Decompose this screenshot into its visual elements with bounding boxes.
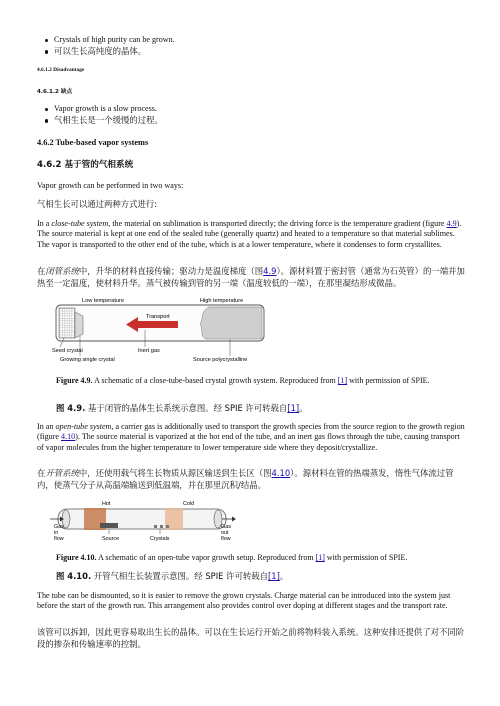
figure-caption-4-9-zh: 图 4.9. 基于闭管的晶体生长系统示意图。经 SPIE 许可转载自[1]。: [56, 403, 308, 413]
list-item: Vapor growth is a slow process.: [37, 104, 467, 114]
list-item: 可以生长高纯度的晶体。: [37, 46, 467, 58]
reference-link[interactable]: [1]: [337, 376, 348, 385]
figure-open-tube: [50, 496, 250, 548]
label-cold: Cold: [183, 501, 195, 507]
reference-link[interactable]: [1]: [287, 403, 300, 413]
figure-caption-4-9: Figure 4.9. A schematic of a close-tube-based crystal growth system. Reproduced from [1] with permission of SPIE.: [56, 376, 430, 385]
term-close-tube: close-tube system: [51, 219, 109, 228]
figure-caption-4-10-zh: 图 4.10. 开管气相生长装置示意图。经 SPIE 许可转载自[1]。: [56, 571, 289, 581]
label-transport: Transport: [146, 314, 170, 320]
label-inert-gas: Inert gas: [138, 348, 160, 354]
figure-link-4-10[interactable]: 4.10: [271, 468, 291, 478]
transport-arrow-shaft: [138, 321, 178, 328]
label-source: Source: [102, 536, 120, 542]
open-tube-paragraph: In an open-tube system, a carrier gas is additionally used to transport the growth species from the source region to the growth region (figure 4.10). The source material is vaporized at the hot end of the tube, and an inert gas flows through the tube, causing transport of vapor molecules from the higher temperature to lower temperature side where they deposit/crystallize.: [37, 422, 465, 452]
closed-tube-paragraph-zh: 在闭管系统中，升华的材料直接传输；驱动力是温度梯度（图4.9）。源材料置于密封管（通常为石英管）的一端并加热至一定温度，使材料升华。蒸气被传输到管的另一端（温度较低的一端），在那里凝结形成微晶。: [37, 266, 465, 288]
advantage-list: [37, 35, 467, 58]
dismount-paragraph-zh: 该管可以拆卸，因此更容易取出生长的晶体。可以在生长运行开始之前将物料装入系统。这种安排还提供了对不同阶段的掺杂和传输速率的控制。: [37, 627, 465, 649]
section-heading: 4.6.2 Tube-based vapor systems: [37, 138, 149, 147]
figure-close-tube: [50, 294, 275, 366]
intro-text-zh: 气相生长可以通过两种方式进行:: [37, 199, 158, 209]
source-polycrystalline-shape: [200, 307, 262, 339]
source-boat: [100, 523, 118, 528]
label-gas-in: Gas in flow: [54, 524, 64, 542]
figure-link-4-9[interactable]: 4.9: [446, 219, 457, 228]
term-open-tube-zh: 开管系统: [45, 468, 79, 478]
reference-link[interactable]: [1]: [268, 571, 280, 581]
term-open-tube: open-tube system: [55, 422, 112, 431]
label-low-temperature: Low temperature: [82, 298, 124, 304]
figure-caption-4-10: Figure 4.10. A schematic of an open-tube vapor growth setup. Reproduced from [1] with permission of SPIE.: [56, 553, 408, 562]
intro-text: Vapor growth can be performed in two ways:: [37, 181, 184, 190]
label-seed-crystal: Seed crystal: [52, 348, 83, 354]
list-item: 气相生长是一个缓慢的过程。: [37, 115, 467, 127]
label-growing-crystal: Growing single crystal: [60, 357, 115, 363]
label-gas-out: Gas out flow: [221, 524, 231, 542]
open-tube: [58, 509, 226, 529]
growing-crystal-shape: [75, 312, 83, 338]
subsection-heading-zh: 4.6.1.2 缺点: [37, 89, 73, 95]
dismount-paragraph: The tube can be dismounted, so it is easier to remove the grown crystals. Charge material can be introduced into the system just before the start of the growth run. This arrangement also provides control over doping at different stages and the transport rate.: [37, 591, 451, 611]
reference-link[interactable]: [1]: [315, 553, 325, 562]
open-tube-paragraph-zh: 在开管系统中，还使用载气将生长物质从源区输送到生长区（图4.10）。源材料在管的热端蒸发，惰性气体流过管内，使蒸气分子从高温端输送到低温端，并在那里沉积/结晶。: [37, 468, 454, 490]
seed-crystal-block: [59, 308, 75, 338]
label-crystals: Crystals: [150, 536, 170, 542]
label-hot: Hot: [102, 501, 111, 507]
label-high-temperature: High temperature: [200, 298, 244, 304]
label-source-polycrystalline: Source polycrystalline: [193, 357, 248, 363]
list-item: Crystals of high purity can be grown.: [37, 35, 467, 45]
figure-link-4-10[interactable]: 4.10: [61, 432, 76, 442]
section-heading-zh: 4.6.2 基于管的气相系统: [37, 160, 134, 170]
figure-link-4-9[interactable]: 4.9: [263, 266, 277, 276]
subsection-heading: 4.6.1.2 Disadvantage: [37, 67, 85, 73]
term-close-tube-zh: 闭管系统: [45, 266, 79, 276]
closed-tube-paragraph: In a close-tube system, the material on sublimation is transported directly; the driving force is the temperature gradient (figure 4.9). The source material is kept at one end of the sealed tube (generally quartz) and heated to a temperature so that material sublimes. The vapor is transported to the other end of the tube, which is at a lower temperature, where it condenses to form crystallites.: [37, 219, 462, 249]
disadvantage-list: [37, 104, 467, 127]
